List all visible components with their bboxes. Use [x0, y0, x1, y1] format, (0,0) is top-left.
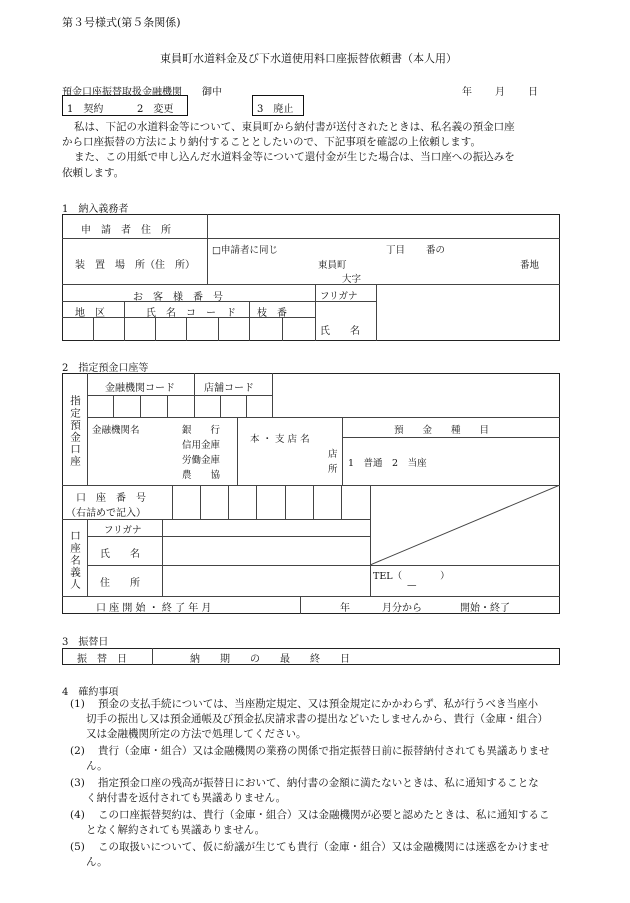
ten-label: 店 — [328, 449, 338, 460]
applicant-address-label: 申 請 者 住 所 — [81, 225, 171, 236]
district-label: 地 区 — [75, 308, 105, 319]
option-contract[interactable]: 1 契約 — [67, 104, 104, 115]
holder-address-label: 住 所 — [100, 578, 140, 589]
town-label: 東員町 — [318, 260, 347, 271]
option-change[interactable]: 2 変更 — [137, 104, 174, 115]
section-1-heading: 1 納入義務者 — [62, 204, 129, 215]
account-number-label: 口 座 番 号 — [76, 493, 146, 504]
start-end-year: 年 — [340, 603, 350, 614]
form-number: 第３号様式(第５条関係) — [62, 16, 181, 29]
date-month: 月 — [495, 87, 505, 98]
account-holder-side-label: 口座名義人 — [69, 530, 81, 591]
designated-account-side-label: 指定預金口座 — [69, 395, 81, 468]
item-2-line-2: ん。 — [86, 760, 108, 772]
date-year: 年 — [462, 87, 472, 98]
tel-dash: — — [407, 580, 417, 591]
start-end-choice[interactable]: 開始・終了 — [460, 603, 510, 614]
intro-line-1: 私は、下記の水道料金等について、東員町から納付書が送付されたときは、私名義の預金口座 — [74, 121, 515, 133]
item-4-line-1: この口座振替契約は、貴行（金庫・組合）又は金融機関が必要と認めたときは、私に通知するこ — [98, 809, 550, 821]
bank-type-bank: 銀 行 — [182, 425, 221, 436]
item-4-number: (4) — [70, 809, 85, 821]
intro-line-4: 依頼します。 — [62, 167, 125, 179]
payer-name-label: 氏 名 — [320, 326, 360, 337]
diagonal-strike — [370, 485, 560, 565]
item-3-line-2: く納付書を返付されても異議ありません。 — [86, 792, 287, 804]
start-end-label: 口 座 開 始 ・ 終 了 年 月 — [96, 603, 212, 614]
item-1-line-1: 預金の支払手続については、当座勘定規定、又は預金規定にかかわらず、私が行うべき当座小 — [98, 698, 538, 710]
item-1-number: (1) — [70, 698, 85, 710]
intro-line-3: また、この用紙で申し込んだ水道料金等について還付金が生じた場合は、当口座への振込みを — [74, 151, 515, 163]
transfer-date-label: 振 替 日 — [77, 654, 127, 665]
item-3-line-1: 指定預金口座の残高が振替日において、納付書の金額に満たないときは、私に通知することな — [98, 777, 539, 789]
chome-label: 丁目 — [386, 245, 406, 256]
item-1-line-2: 切手の振出し又は預金通帳及び預金払戻請求書の提出などいたしませんから、貴行（金庫・組合） — [86, 713, 548, 725]
item-1-line-3: 又は金融機関所定の方法で処理してください。 — [86, 728, 307, 740]
addressee: 預金口座振替取扱金融機関 御中 — [62, 87, 222, 98]
date-day: 日 — [528, 87, 538, 98]
branch-name-label: 本 ・ 支 店 名 — [250, 434, 310, 445]
branch-number-label: 枝 番 — [257, 308, 287, 319]
item-5-number: (5) — [70, 841, 85, 853]
bank-name-label: 金融機関名 — [92, 425, 140, 436]
bank-type-shinkin: 信用金庫 — [182, 440, 221, 451]
install-place-label: 装 置 場 所（住 所） — [75, 260, 195, 271]
section-2-heading: 2 指定預金口座等 — [62, 363, 149, 374]
item-2-number: (2) — [70, 745, 85, 757]
item-3-number: (3) — [70, 777, 85, 789]
ban-label: 番の — [426, 245, 446, 256]
start-end-from-month: 月分から — [382, 603, 422, 614]
sho-label: 所 — [328, 464, 338, 475]
branch-code-label: 店舗コード — [204, 383, 254, 394]
bank-type-rokin: 労働金庫 — [182, 455, 221, 466]
item-2-line-1: 貴行（金庫・組合）又は金融機関の業務の関係で指定振替日前に振替納付されても異議ありませ — [98, 745, 550, 757]
deposit-type-label: 預 金 種 目 — [394, 425, 490, 436]
page-title: 東員町水道料金及び下水道使用料口座振替依頼書（本人用） — [160, 52, 457, 65]
furigana-label: フリガナ — [320, 291, 358, 302]
bank-type-nokyo: 農 協 — [182, 470, 221, 481]
section-4-heading: 4 確約事項 — [62, 687, 119, 698]
tel-field[interactable]: TEL（ ） — [373, 571, 450, 582]
item-5-line-1: この取扱いについて、仮に紛議が生じても貴行（金庫・組合）又は金融機関には迷惑をかけませ — [98, 841, 550, 853]
item-4-line-2: となく解約されても異議ありません。 — [86, 824, 266, 836]
name-code-label: 氏 名 コ ー ド — [146, 308, 236, 319]
bank-code-label: 金融機関コード — [105, 383, 175, 394]
customer-number-label: お 客 様 番 号 — [133, 292, 223, 303]
holder-furigana-label: フリガナ — [104, 525, 142, 536]
holder-name-label: 氏 名 — [100, 549, 140, 560]
intro-line-2: から口座振替の方法により納付することとしたいので、下記事項を確認の上依頼します。 — [62, 136, 481, 148]
section-3-heading: 3 振替日 — [62, 637, 109, 648]
right-aligned-note: （右詰めで記入） — [66, 508, 146, 519]
option-cancel[interactable]: 3 廃止 — [257, 104, 294, 115]
deposit-type-options[interactable]: 1 普通 2 当座 — [348, 458, 427, 469]
banchi-label: 番地 — [520, 260, 540, 271]
same-as-applicant-checkbox[interactable]: □申請者に同じ — [212, 245, 278, 256]
oaza-label: 大字 — [342, 274, 362, 285]
item-5-line-2: ん。 — [86, 856, 108, 868]
transfer-date-value: 納 期 の 最 終 日 — [190, 654, 350, 665]
